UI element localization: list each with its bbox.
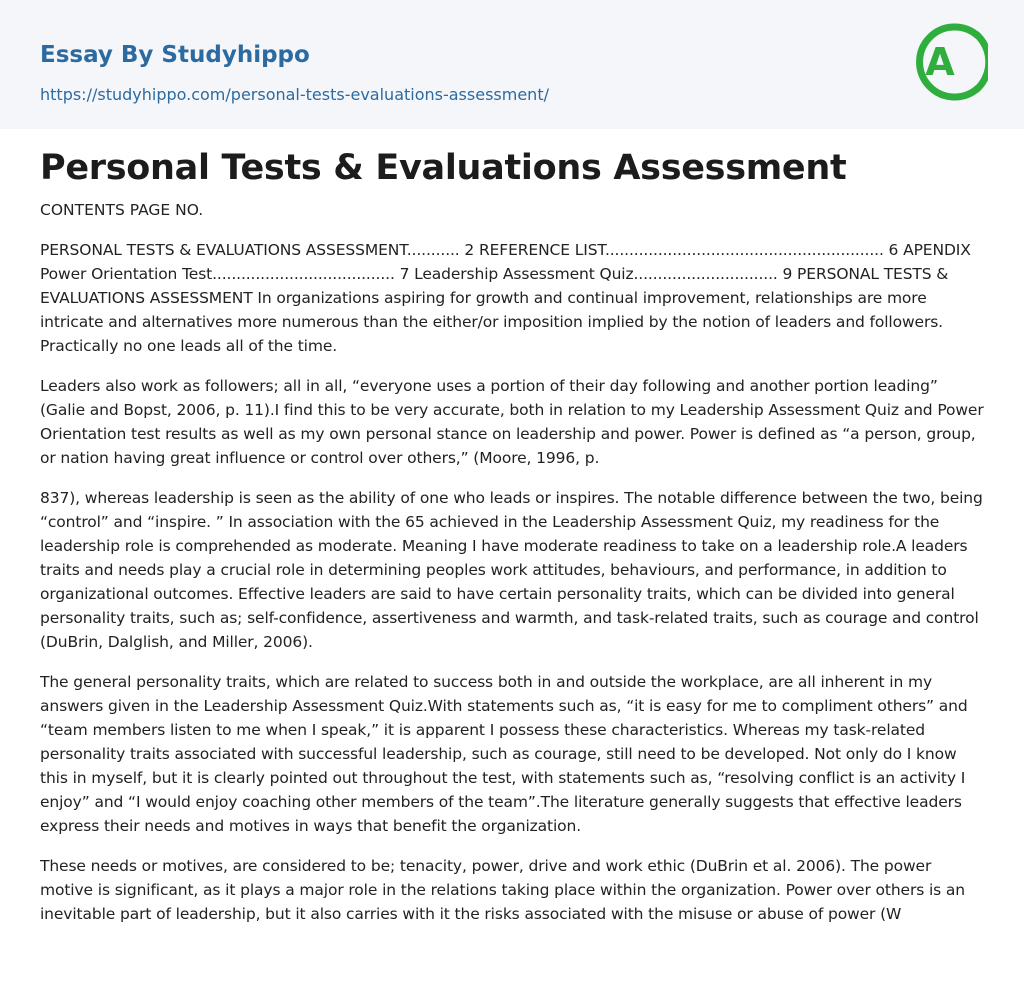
essay-title: Personal Tests & Evaluations Assessment xyxy=(40,148,847,188)
site-header xyxy=(0,0,1024,129)
studyhippo-logo-icon[interactable] xyxy=(910,18,988,106)
paragraph-5: These needs or motives, are considered to be; tenacity, power, drive and work ethic (DuBrin et al. 2006). The power motive is significant, as it plays a major role in the relations taking place within the organization. Power over others is an inevitable part of leadership, but it also carries with it the risks associated with the misuse or abuse of power (W xyxy=(40,857,966,923)
paragraph-1: PERSONAL TESTS & EVALUATIONS ASSESSMENT........... 2 REFERENCE LIST.......................................................... 6 APENDIX Power Orientation Test...................................... 7 Leadership Assessment Quiz.............................. 9 PERSONAL TESTS & EVALUATIONS ASSESSMENT In organizations aspiring for growth and continual improvement, relationships are more intricate and alternatives more numerous than the either/or imposition implied by the notion of leaders and followers. Practically no one leads all of the time. xyxy=(40,241,971,355)
contents-label: CONTENTS PAGE NO. xyxy=(40,201,204,219)
logo-letter: A xyxy=(925,40,955,84)
paragraph-4: The general personality traits, which are related to success both in and outside the workplace, are all inherent in my answers given in the Leadership Assessment Quiz.With statements such as, “it is easy for me to compliment others” and “team members listen to me when I speak,” it is apparent I possess these characteristics. Whereas my task-related personality traits associated with successful leadership, such as courage, still need to be developed. Not only do I know this in myself, but it is clearly pointed out throughout the test, with statements such as, “resolving conflict is an activity I enjoy” and “I would enjoy coaching other members of the team”.The literature generally suggests that effective leaders express their needs and motives in ways that benefit the organization. xyxy=(40,673,968,835)
essay-content xyxy=(40,146,984,926)
source-url-link[interactable]: https://studyhippo.com/personal-tests-evaluations-assessment/ xyxy=(40,85,549,104)
paragraph-3: 837), whereas leadership is seen as the ability of one who leads or inspires. The notable difference between the two, being “control” and “inspire. ” In association with the 65 achieved in the Leadership Assessment Quiz, my readiness for the leadership role is comprehended as moderate. Meaning I have moderate readiness to take on a leadership role.A leaders traits and needs play a crucial role in determining peoples work attitudes, behaviours, and performance, in addition to organizational outcomes. Effective leaders are said to have certain personality traits, which can be divided into general personality traits, such as; self-confidence, assertiveness and warmth, and task-related traits, such as courage and control (DuBrin, Dalglish, and Miller, 2006). xyxy=(40,489,983,651)
paragraph-2: Leaders also work as followers; all in all, “everyone uses a portion of their day following and another portion leading” (Galie and Bopst, 2006, p. 11).I find this to be very accurate, both in relation to my Leadership Assessment Quiz and Power Orientation test results as well as my own personal stance on leadership and power. Power is defined as “a person, group, or nation having great influence or control over others,” (Moore, 1996, p. xyxy=(40,377,984,467)
brand-title[interactable]: Essay By Studyhippo xyxy=(40,42,310,68)
